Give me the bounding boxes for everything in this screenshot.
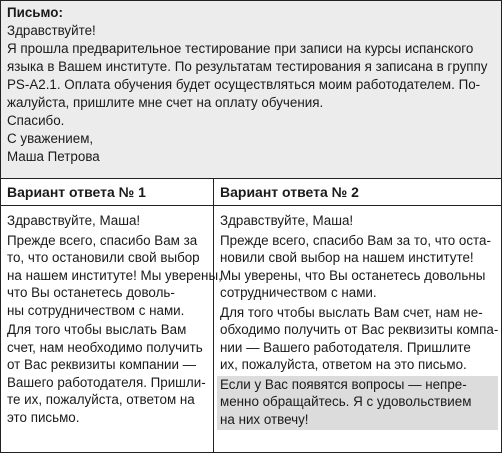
variant-1-line: те их, пожалуйста, ответом на [7, 392, 195, 407]
variant-2-header: Вариант ответа № 2 [214, 179, 501, 206]
variant-2-line: Прежде всего, спасибо Вам за то, что оста- [220, 232, 491, 248]
variant-1-column [1, 179, 222, 452]
variant-2-body [214, 206, 501, 430]
letter-line: Спасибо. [7, 113, 65, 128]
highlight-line: на них отвечу! [220, 411, 309, 427]
variant-1-line: Здравствуйте, Маша! [7, 213, 141, 228]
variant-2-column [214, 179, 501, 452]
variant-2-line: Здравствуйте, Маша! [220, 213, 354, 228]
answer-variants [1, 179, 501, 452]
variant-1-line: Для того чтобы выслать Вам [7, 322, 187, 337]
letter-line: Маша Петрова [7, 149, 100, 164]
variant-1-body [1, 206, 222, 426]
variant-1-header: Вариант ответа № 1 [1, 179, 213, 206]
variant-2-line: Мы уверены, что Вы останетесь довольны [220, 267, 486, 283]
letter-title: Письмо: [7, 5, 63, 20]
letter-line: PS-A2.1. Оплата обучения будет осуществляться моим работодателем. По- [7, 77, 481, 92]
letter-block [1, 1, 501, 179]
letter-line: Здравствуйте! [7, 23, 96, 38]
letter-line: Я прошла предварительное тестирование при записи на курсы испанского [7, 41, 474, 56]
variant-2-line: их, пожалуйста, ответом на это письмо. [220, 357, 467, 372]
letter-line: жалуйста, пришлите мне счет на оплату обучения. [7, 95, 324, 110]
variant-1-line: Прежде всего, спасибо Вам за [7, 232, 198, 248]
variant-2-line: обходимо получить от Вас реквизиты компа- [220, 322, 499, 337]
letter-line: языка в Вашем институте. По результатам тестирования я записана в группу [7, 59, 488, 74]
variant-2-line: нии — Вашего работодателя. Пришлите [220, 339, 471, 355]
variant-1-line: от Вас реквизиты компании — [7, 357, 197, 372]
variant-1-line: на нашем институте! Мы уверены, [7, 267, 222, 283]
variant-1-line: это письмо. [7, 409, 80, 425]
variant-1-line: ны сотрудничеством с нами. [7, 302, 185, 318]
highlight-line: Если у Вас появятся вопросы — непре- [220, 376, 467, 392]
variant-1-line: Вашего работодателя. Пришли- [7, 374, 206, 390]
variant-2-line: Для того чтобы выслать Вам счет, нам не- [220, 304, 483, 320]
letter-line: С уважением, [7, 131, 94, 146]
variant-1-line: что Вы останетесь доволь- [7, 285, 175, 300]
highlighted-paragraph [217, 376, 498, 431]
variant-2-line: новили свой выбор на нашем институте! [220, 250, 474, 265]
variant-1-line: счет, нам необходимо получить [7, 339, 203, 355]
highlight-line: менно обращайтесь. Я с удовольствием [220, 394, 472, 409]
variant-2-line: сотрудничеством с нами. [220, 285, 377, 300]
variant-1-line: то, что остановили свой выбор [7, 250, 200, 265]
